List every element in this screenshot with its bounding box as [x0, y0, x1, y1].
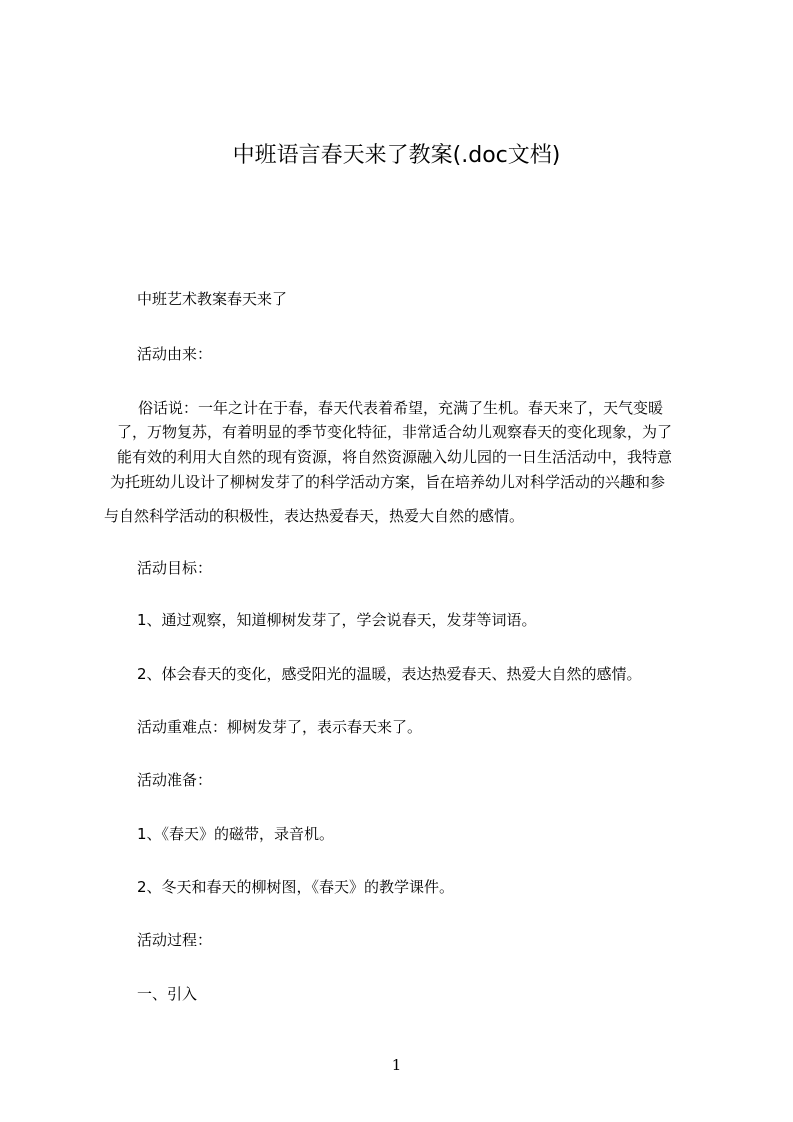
subtitle: 中班艺术教案春天来了 [137, 290, 288, 308]
goal-item-1: 1、通过观察，知道柳树发芽了，学会说春天，发芽等词语。 [137, 611, 537, 629]
page-number: 1 [391, 1056, 402, 1074]
origin-line-3: 能有效的利用大自然的现有资源，将自然资源融入幼儿园的一日生活活动中，我特意 [117, 448, 673, 466]
prep-item-2: 2、冬天和春天的柳树图，《春天》的教学课件。 [137, 878, 455, 896]
prep-item-1: 1、《春天》的磁带，录音机。 [137, 825, 335, 843]
process-heading: 活动过程： [137, 931, 213, 949]
goal-item-2: 2、体会春天的变化，感受阳光的温暖，表达热爱春天、热爱大自然的感情。 [137, 665, 642, 683]
origin-heading: 活动由来： [137, 345, 213, 363]
goals-heading: 活动目标： [137, 559, 213, 577]
origin-line-2: 了，万物复苏，有着明显的季节变化特征，非常适合幼儿观察春天的变化现象，为了 [117, 423, 673, 441]
step-heading-1: 一、引入 [137, 985, 198, 1003]
origin-line-4: 为托班幼儿设计了柳树发芽了的科学活动方案，旨在培养幼儿对科学活动的兴趣和参 [110, 473, 666, 491]
document-title: 中班语言春天来了教案(.doc文档) [232, 143, 561, 168]
origin-line-1: 俗话说：一年之计在于春，春天代表着希望，充满了生机。春天来了，天气变暖 [138, 399, 664, 417]
origin-line-5: 与自然科学活动的积极性，表达热爱春天，热爱大自然的感情。 [104, 507, 525, 525]
key-point: 活动重难点：柳树发芽了，表示春天来了。 [137, 718, 423, 736]
prep-heading: 活动准备： [137, 771, 213, 789]
